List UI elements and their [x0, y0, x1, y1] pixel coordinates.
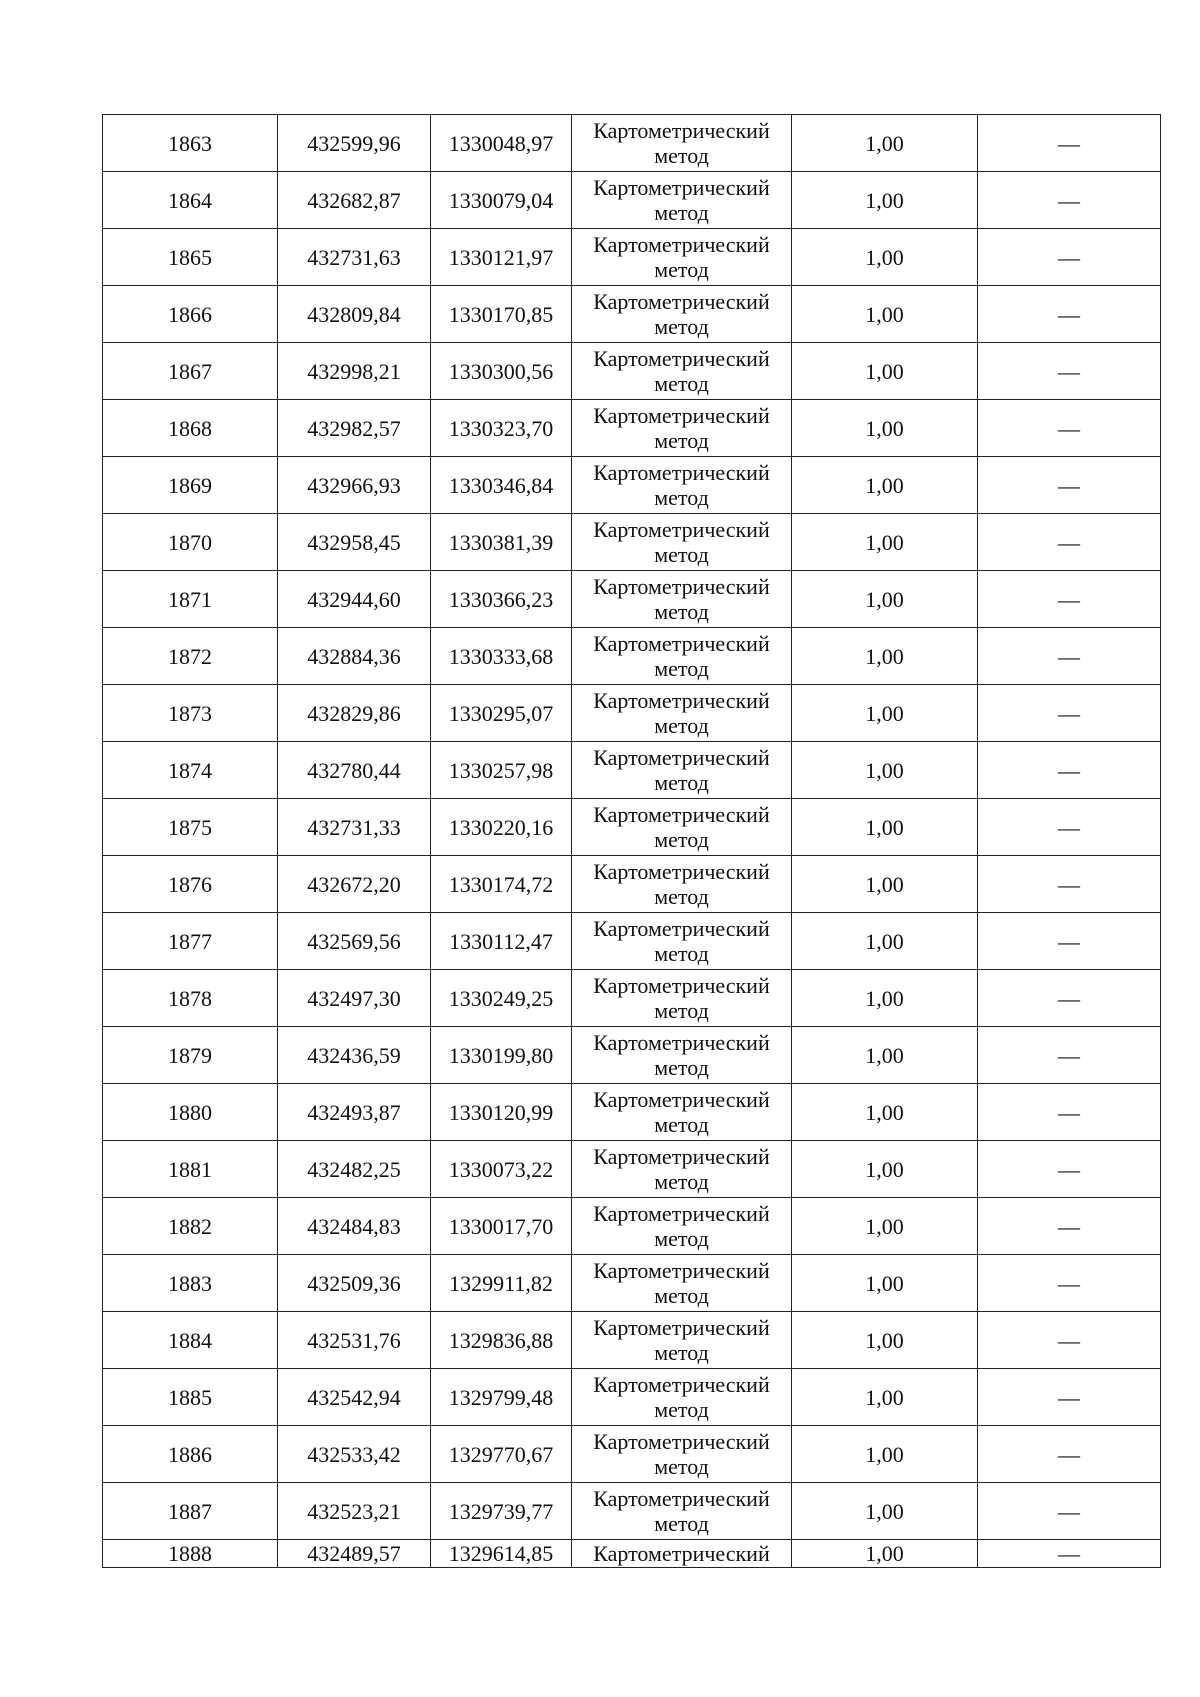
y-coordinate-cell: 1329911,82 [431, 1255, 572, 1312]
note-cell: — [978, 856, 1161, 913]
point-number-cell: 1885 [103, 1369, 278, 1426]
accuracy-cell: 1,00 [792, 1312, 978, 1369]
x-coordinate-cell: 432599,96 [278, 115, 431, 172]
method-text: Картометрический [593, 1372, 770, 1397]
x-coordinate-cell: 432958,45 [278, 514, 431, 571]
x-coordinate-cell: 432982,57 [278, 400, 431, 457]
accuracy-cell: 1,00 [792, 1483, 978, 1540]
method-cell [572, 115, 792, 172]
x-coordinate-cell: 432531,76 [278, 1312, 431, 1369]
y-coordinate-cell: 1330120,99 [431, 1084, 572, 1141]
y-coordinate-cell: 1329739,77 [431, 1483, 572, 1540]
method-text: метод [654, 998, 709, 1023]
method-text: Картометрический [593, 802, 770, 827]
table-row [103, 799, 1161, 856]
table-row [103, 856, 1161, 913]
note-cell: — [978, 457, 1161, 514]
point-number-cell: 1872 [103, 628, 278, 685]
method-text: Картометрический [593, 973, 770, 998]
table-row [103, 457, 1161, 514]
point-number-cell: 1887 [103, 1483, 278, 1540]
note-cell: — [978, 913, 1161, 970]
method-cell [572, 913, 792, 970]
method-text: метод [654, 656, 709, 681]
method-text: Картометрический [593, 1486, 770, 1511]
method-text: Картометрический [593, 745, 770, 770]
accuracy-cell: 1,00 [792, 343, 978, 400]
y-coordinate-cell: 1330220,16 [431, 799, 572, 856]
method-cell [572, 286, 792, 343]
y-coordinate-cell: 1330249,25 [431, 970, 572, 1027]
note-cell: — [978, 115, 1161, 172]
method-text: Картометрический [593, 916, 770, 941]
y-coordinate-cell: 1330017,70 [431, 1198, 572, 1255]
x-coordinate-cell: 432884,36 [278, 628, 431, 685]
method-cell [572, 1426, 792, 1483]
note-cell: — [978, 1540, 1161, 1568]
method-text: метод [654, 827, 709, 852]
method-text: Картометрический [593, 1030, 770, 1055]
method-text: Картометрический [593, 403, 770, 428]
x-coordinate-cell: 432944,60 [278, 571, 431, 628]
point-number-cell: 1881 [103, 1141, 278, 1198]
method-cell [572, 799, 792, 856]
method-text: метод [654, 884, 709, 909]
method-cell [572, 1312, 792, 1369]
x-coordinate-cell: 432482,25 [278, 1141, 431, 1198]
method-cell [572, 457, 792, 514]
note-cell: — [978, 1483, 1161, 1540]
table-row [103, 685, 1161, 742]
x-coordinate-cell: 432493,87 [278, 1084, 431, 1141]
method-text: метод [654, 314, 709, 339]
accuracy-cell: 1,00 [792, 628, 978, 685]
table-row [103, 1483, 1161, 1540]
note-cell: — [978, 1141, 1161, 1198]
method-cell [572, 1540, 792, 1568]
note-cell: — [978, 970, 1161, 1027]
accuracy-cell: 1,00 [792, 229, 978, 286]
y-coordinate-cell: 1330112,47 [431, 913, 572, 970]
method-cell [572, 229, 792, 286]
point-number-cell: 1875 [103, 799, 278, 856]
y-coordinate-cell: 1330073,22 [431, 1141, 572, 1198]
method-text: метод [654, 257, 709, 282]
point-number-cell: 1879 [103, 1027, 278, 1084]
table-row [103, 742, 1161, 799]
method-cell [572, 1198, 792, 1255]
method-cell [572, 514, 792, 571]
method-text: Картометрический [593, 517, 770, 542]
method-cell [572, 685, 792, 742]
table-row [103, 1426, 1161, 1483]
accuracy-cell: 1,00 [792, 1084, 978, 1141]
method-text: Картометрический [593, 1541, 770, 1566]
method-text: метод [654, 1283, 709, 1308]
y-coordinate-cell: 1330366,23 [431, 571, 572, 628]
note-cell: — [978, 1084, 1161, 1141]
y-coordinate-cell: 1330174,72 [431, 856, 572, 913]
method-text: Картометрический [593, 289, 770, 314]
method-text: метод [654, 713, 709, 738]
accuracy-cell: 1,00 [792, 742, 978, 799]
table-row [103, 1312, 1161, 1369]
y-coordinate-cell: 1329614,85 [431, 1540, 572, 1568]
method-text: Картометрический [593, 175, 770, 200]
note-cell: — [978, 1369, 1161, 1426]
method-text: Картометрический [593, 1201, 770, 1226]
y-coordinate-cell: 1330121,97 [431, 229, 572, 286]
note-cell: — [978, 1198, 1161, 1255]
table-row [103, 286, 1161, 343]
method-text: Картометрический [593, 232, 770, 257]
note-cell: — [978, 400, 1161, 457]
method-cell [572, 1255, 792, 1312]
point-number-cell: 1868 [103, 400, 278, 457]
method-text: метод [654, 1169, 709, 1194]
table-row [103, 1141, 1161, 1198]
table-row [103, 1255, 1161, 1312]
y-coordinate-cell: 1330048,97 [431, 115, 572, 172]
method-text: метод [654, 1055, 709, 1080]
table-row [103, 970, 1161, 1027]
accuracy-cell: 1,00 [792, 970, 978, 1027]
note-cell: — [978, 742, 1161, 799]
x-coordinate-cell: 432533,42 [278, 1426, 431, 1483]
method-text: Картометрический [593, 346, 770, 371]
y-coordinate-cell: 1330079,04 [431, 172, 572, 229]
point-number-cell: 1883 [103, 1255, 278, 1312]
coordinates-table [102, 114, 1161, 1568]
method-text: Картометрический [593, 1315, 770, 1340]
y-coordinate-cell: 1329799,48 [431, 1369, 572, 1426]
method-text: метод [654, 428, 709, 453]
method-text: Картометрический [593, 1144, 770, 1169]
point-number-cell: 1870 [103, 514, 278, 571]
point-number-cell: 1864 [103, 172, 278, 229]
accuracy-cell: 1,00 [792, 115, 978, 172]
y-coordinate-cell: 1329770,67 [431, 1426, 572, 1483]
method-cell [572, 1369, 792, 1426]
y-coordinate-cell: 1330300,56 [431, 343, 572, 400]
x-coordinate-cell: 432682,87 [278, 172, 431, 229]
table-row [103, 1084, 1161, 1141]
x-coordinate-cell: 432542,94 [278, 1369, 431, 1426]
accuracy-cell: 1,00 [792, 913, 978, 970]
table-body [103, 115, 1161, 1568]
point-number-cell: 1863 [103, 115, 278, 172]
x-coordinate-cell: 432523,21 [278, 1483, 431, 1540]
x-coordinate-cell: 432436,59 [278, 1027, 431, 1084]
method-text: метод [654, 542, 709, 567]
method-text: метод [654, 770, 709, 795]
method-text: метод [654, 1340, 709, 1365]
table-row [103, 628, 1161, 685]
method-text: метод [654, 143, 709, 168]
method-text: Картометрический [593, 460, 770, 485]
method-cell [572, 400, 792, 457]
note-cell: — [978, 1312, 1161, 1369]
point-number-cell: 1877 [103, 913, 278, 970]
method-cell [572, 172, 792, 229]
method-text: Картометрический [593, 1087, 770, 1112]
method-text: метод [654, 1112, 709, 1137]
table-row [103, 343, 1161, 400]
point-number-cell: 1882 [103, 1198, 278, 1255]
y-coordinate-cell: 1330170,85 [431, 286, 572, 343]
x-coordinate-cell: 432998,21 [278, 343, 431, 400]
point-number-cell: 1876 [103, 856, 278, 913]
accuracy-cell: 1,00 [792, 514, 978, 571]
x-coordinate-cell: 432731,63 [278, 229, 431, 286]
method-cell [572, 628, 792, 685]
accuracy-cell: 1,00 [792, 1141, 978, 1198]
method-text: метод [654, 1511, 709, 1536]
x-coordinate-cell: 432489,57 [278, 1540, 431, 1568]
x-coordinate-cell: 432780,44 [278, 742, 431, 799]
point-number-cell: 1874 [103, 742, 278, 799]
point-number-cell: 1884 [103, 1312, 278, 1369]
method-text: метод [654, 371, 709, 396]
method-cell [572, 970, 792, 1027]
accuracy-cell: 1,00 [792, 685, 978, 742]
y-coordinate-cell: 1329836,88 [431, 1312, 572, 1369]
point-number-cell: 1871 [103, 571, 278, 628]
table-row [103, 1198, 1161, 1255]
accuracy-cell: 1,00 [792, 1426, 978, 1483]
method-text: Картометрический [593, 118, 770, 143]
accuracy-cell: 1,00 [792, 1198, 978, 1255]
accuracy-cell: 1,00 [792, 856, 978, 913]
table-row [103, 400, 1161, 457]
y-coordinate-cell: 1330333,68 [431, 628, 572, 685]
method-text: Картометрический [593, 574, 770, 599]
point-number-cell: 1888 [103, 1540, 278, 1568]
accuracy-cell: 1,00 [792, 400, 978, 457]
y-coordinate-cell: 1330295,07 [431, 685, 572, 742]
table-row [103, 1369, 1161, 1426]
method-text: метод [654, 1397, 709, 1422]
note-cell: — [978, 514, 1161, 571]
note-cell: — [978, 1426, 1161, 1483]
method-cell [572, 343, 792, 400]
x-coordinate-cell: 432809,84 [278, 286, 431, 343]
method-cell [572, 1141, 792, 1198]
note-cell: — [978, 571, 1161, 628]
note-cell: — [978, 1255, 1161, 1312]
note-cell: — [978, 1027, 1161, 1084]
y-coordinate-cell: 1330346,84 [431, 457, 572, 514]
method-text: Картометрический [593, 859, 770, 884]
table-row [103, 571, 1161, 628]
note-cell: — [978, 229, 1161, 286]
x-coordinate-cell: 432731,33 [278, 799, 431, 856]
note-cell: — [978, 628, 1161, 685]
table-row [103, 172, 1161, 229]
x-coordinate-cell: 432484,83 [278, 1198, 431, 1255]
y-coordinate-cell: 1330199,80 [431, 1027, 572, 1084]
note-cell: — [978, 799, 1161, 856]
method-cell [572, 1027, 792, 1084]
y-coordinate-cell: 1330381,39 [431, 514, 572, 571]
table-row [103, 1540, 1161, 1568]
method-cell [572, 1084, 792, 1141]
point-number-cell: 1865 [103, 229, 278, 286]
point-number-cell: 1878 [103, 970, 278, 1027]
point-number-cell: 1886 [103, 1426, 278, 1483]
accuracy-cell: 1,00 [792, 1540, 978, 1568]
x-coordinate-cell: 432497,30 [278, 970, 431, 1027]
table-row [103, 913, 1161, 970]
accuracy-cell: 1,00 [792, 172, 978, 229]
y-coordinate-cell: 1330323,70 [431, 400, 572, 457]
table-row [103, 1027, 1161, 1084]
point-number-cell: 1880 [103, 1084, 278, 1141]
method-text: Картометрический [593, 688, 770, 713]
point-number-cell: 1869 [103, 457, 278, 514]
point-number-cell: 1866 [103, 286, 278, 343]
table-row [103, 514, 1161, 571]
method-cell [572, 742, 792, 799]
method-text: метод [654, 941, 709, 966]
accuracy-cell: 1,00 [792, 571, 978, 628]
accuracy-cell: 1,00 [792, 457, 978, 514]
note-cell: — [978, 286, 1161, 343]
x-coordinate-cell: 432509,36 [278, 1255, 431, 1312]
method-cell [572, 1483, 792, 1540]
note-cell: — [978, 172, 1161, 229]
y-coordinate-cell: 1330257,98 [431, 742, 572, 799]
point-number-cell: 1873 [103, 685, 278, 742]
x-coordinate-cell: 432569,56 [278, 913, 431, 970]
method-cell [572, 571, 792, 628]
note-cell: — [978, 343, 1161, 400]
accuracy-cell: 1,00 [792, 1369, 978, 1426]
method-text: метод [654, 1226, 709, 1251]
method-text: метод [654, 1454, 709, 1479]
x-coordinate-cell: 432829,86 [278, 685, 431, 742]
x-coordinate-cell: 432966,93 [278, 457, 431, 514]
table-row [103, 229, 1161, 286]
method-text: Картометрический [593, 1258, 770, 1283]
method-text: метод [654, 599, 709, 624]
note-cell: — [978, 685, 1161, 742]
accuracy-cell: 1,00 [792, 1027, 978, 1084]
x-coordinate-cell: 432672,20 [278, 856, 431, 913]
point-number-cell: 1867 [103, 343, 278, 400]
method-text: Картометрический [593, 631, 770, 656]
accuracy-cell: 1,00 [792, 1255, 978, 1312]
method-cell [572, 856, 792, 913]
method-text: метод [654, 200, 709, 225]
accuracy-cell: 1,00 [792, 286, 978, 343]
method-text: Картометрический [593, 1429, 770, 1454]
accuracy-cell: 1,00 [792, 799, 978, 856]
method-text: метод [654, 485, 709, 510]
table-row [103, 115, 1161, 172]
